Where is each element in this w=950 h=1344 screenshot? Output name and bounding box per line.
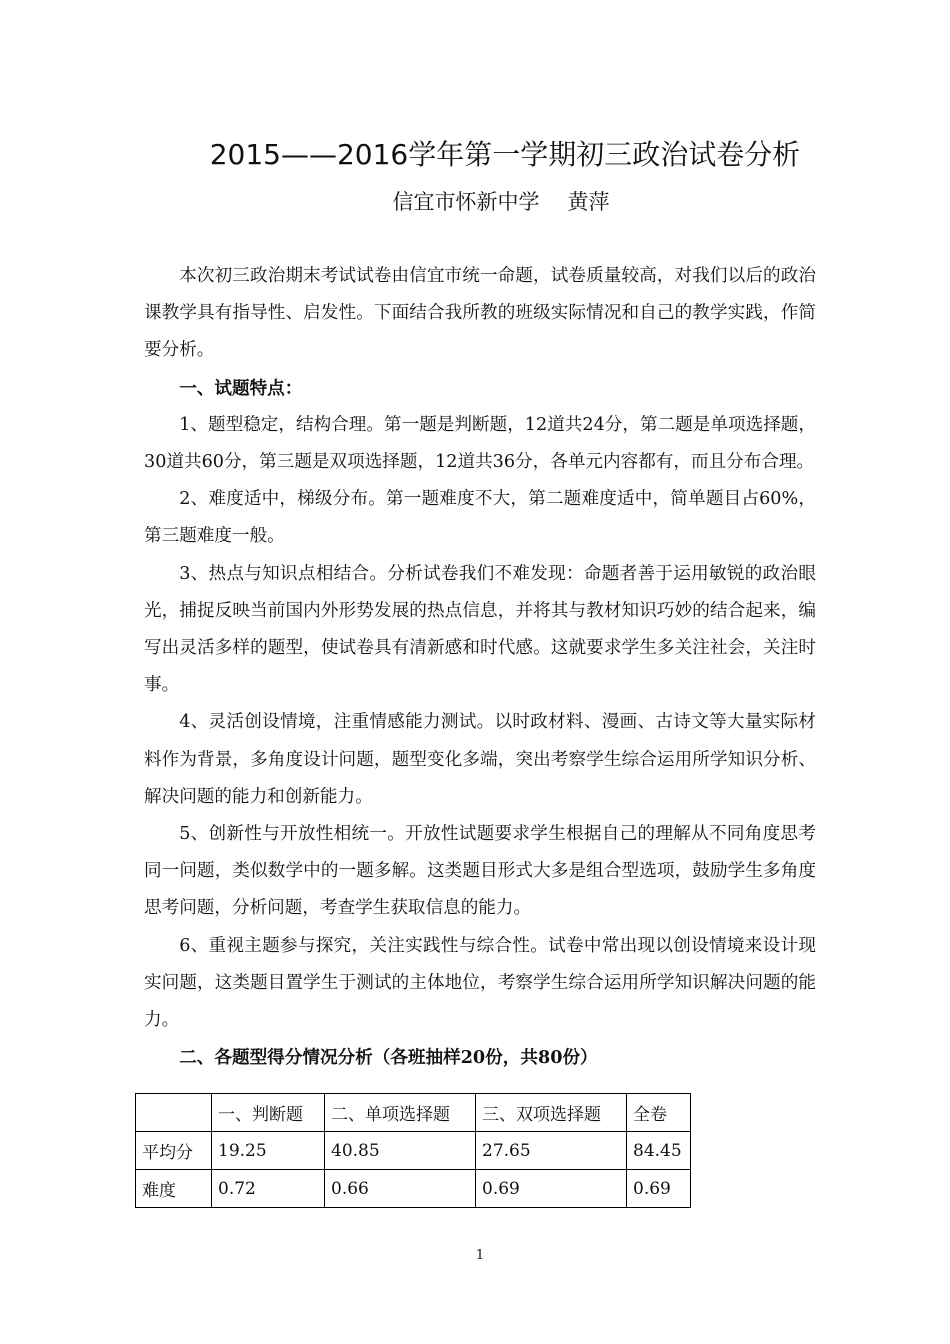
table-cell: 平均分 [136, 1132, 212, 1170]
table-cell: 27.65 [476, 1132, 627, 1170]
table-header-row [136, 1094, 691, 1132]
author-school: 信宜市怀新中学 [392, 190, 540, 214]
author-line [0, 186, 950, 216]
document-body [144, 258, 816, 1076]
table-cell: 难度 [136, 1170, 212, 1208]
table-row [136, 1170, 691, 1208]
table-cell: 0.72 [212, 1170, 325, 1208]
page-number: 1 [475, 1248, 485, 1263]
table-cell: 84.45 [627, 1132, 691, 1170]
intro-paragraph: 本次初三政治期末考试试卷由信宜市统一命题，试卷质量较高，对我们以后的政治课教学具有指导性、启发性。下面结合我所教的班级实际情况和自己的教学实践，作简要分析。 [144, 266, 816, 361]
table-cell: 19.25 [212, 1132, 325, 1170]
table-cell: 0.69 [476, 1170, 627, 1208]
feature-paragraph: 5、创新性与开放性相统一。开放性试题要求学生根据自己的理解从不同角度思考同一问题，类似数学中的一题多解。这类题目形式大多是组合型选项，鼓励学生多角度思考问题，分析问题，考查学生获取信息的能力。 [144, 824, 816, 919]
document-title: 2015——2016学年第一学期初三政治试卷分析 [209, 138, 801, 171]
section-heading-features: 一、试题特点： [179, 377, 303, 399]
feature-paragraph: 2、难度适中，梯级分布。第一题难度不大，第二题难度适中，简单题目占60%，第三题难度一般。 [144, 489, 816, 547]
table-header-cell: 一、判断题 [212, 1094, 325, 1132]
author-name: 黄萍 [567, 190, 610, 214]
table-header-cell: 二、单项选择题 [325, 1094, 476, 1132]
feature-paragraph: 1、题型稳定，结构合理。第一题是判断题，12道共24分，第二题是单项选择题，30道共60分，第三题是双项选择题，12道共36分，各单元内容都有，而且分布合理。 [144, 414, 816, 473]
table-cell: 40.85 [325, 1132, 476, 1170]
feature-paragraph: 4、灵活创设情境，注重情感能力测试。以时政材料、漫画、古诗文等大量实际材料作为背景，多角度设计问题，题型变化多端，突出考察学生综合运用所学知识分析、解决问题的能力和创新能力。 [144, 712, 816, 807]
table-header-cell [136, 1094, 212, 1132]
table-cell: 0.66 [325, 1170, 476, 1208]
section-heading-scores: 二、各题型得分情况分析（各班抽样20份，共80份） [179, 1047, 598, 1069]
table-row [136, 1132, 691, 1170]
table-header-cell: 三、双项选择题 [476, 1094, 627, 1132]
score-table [135, 1093, 691, 1208]
feature-paragraph: 3、热点与知识点相结合。分析试卷我们不难发现：命题者善于运用敏锐的政治眼光，捕捉反映当前国内外形势发展的热点信息，并将其与教材知识巧妙的结合起来，编写出灵活多样的题型，使试卷具有清新感和时代感。这就要求学生多关注社会，关注时事。 [144, 563, 816, 696]
table-header-cell: 全卷 [627, 1094, 691, 1132]
table-cell: 0.69 [627, 1170, 691, 1208]
feature-paragraph: 6、重视主题参与探究，关注实践性与综合性。试卷中常出现以创设情境来设计现实问题，这类题目置学生于测试的主体地位，考察学生综合运用所学知识解决问题的能力。 [144, 935, 816, 1031]
